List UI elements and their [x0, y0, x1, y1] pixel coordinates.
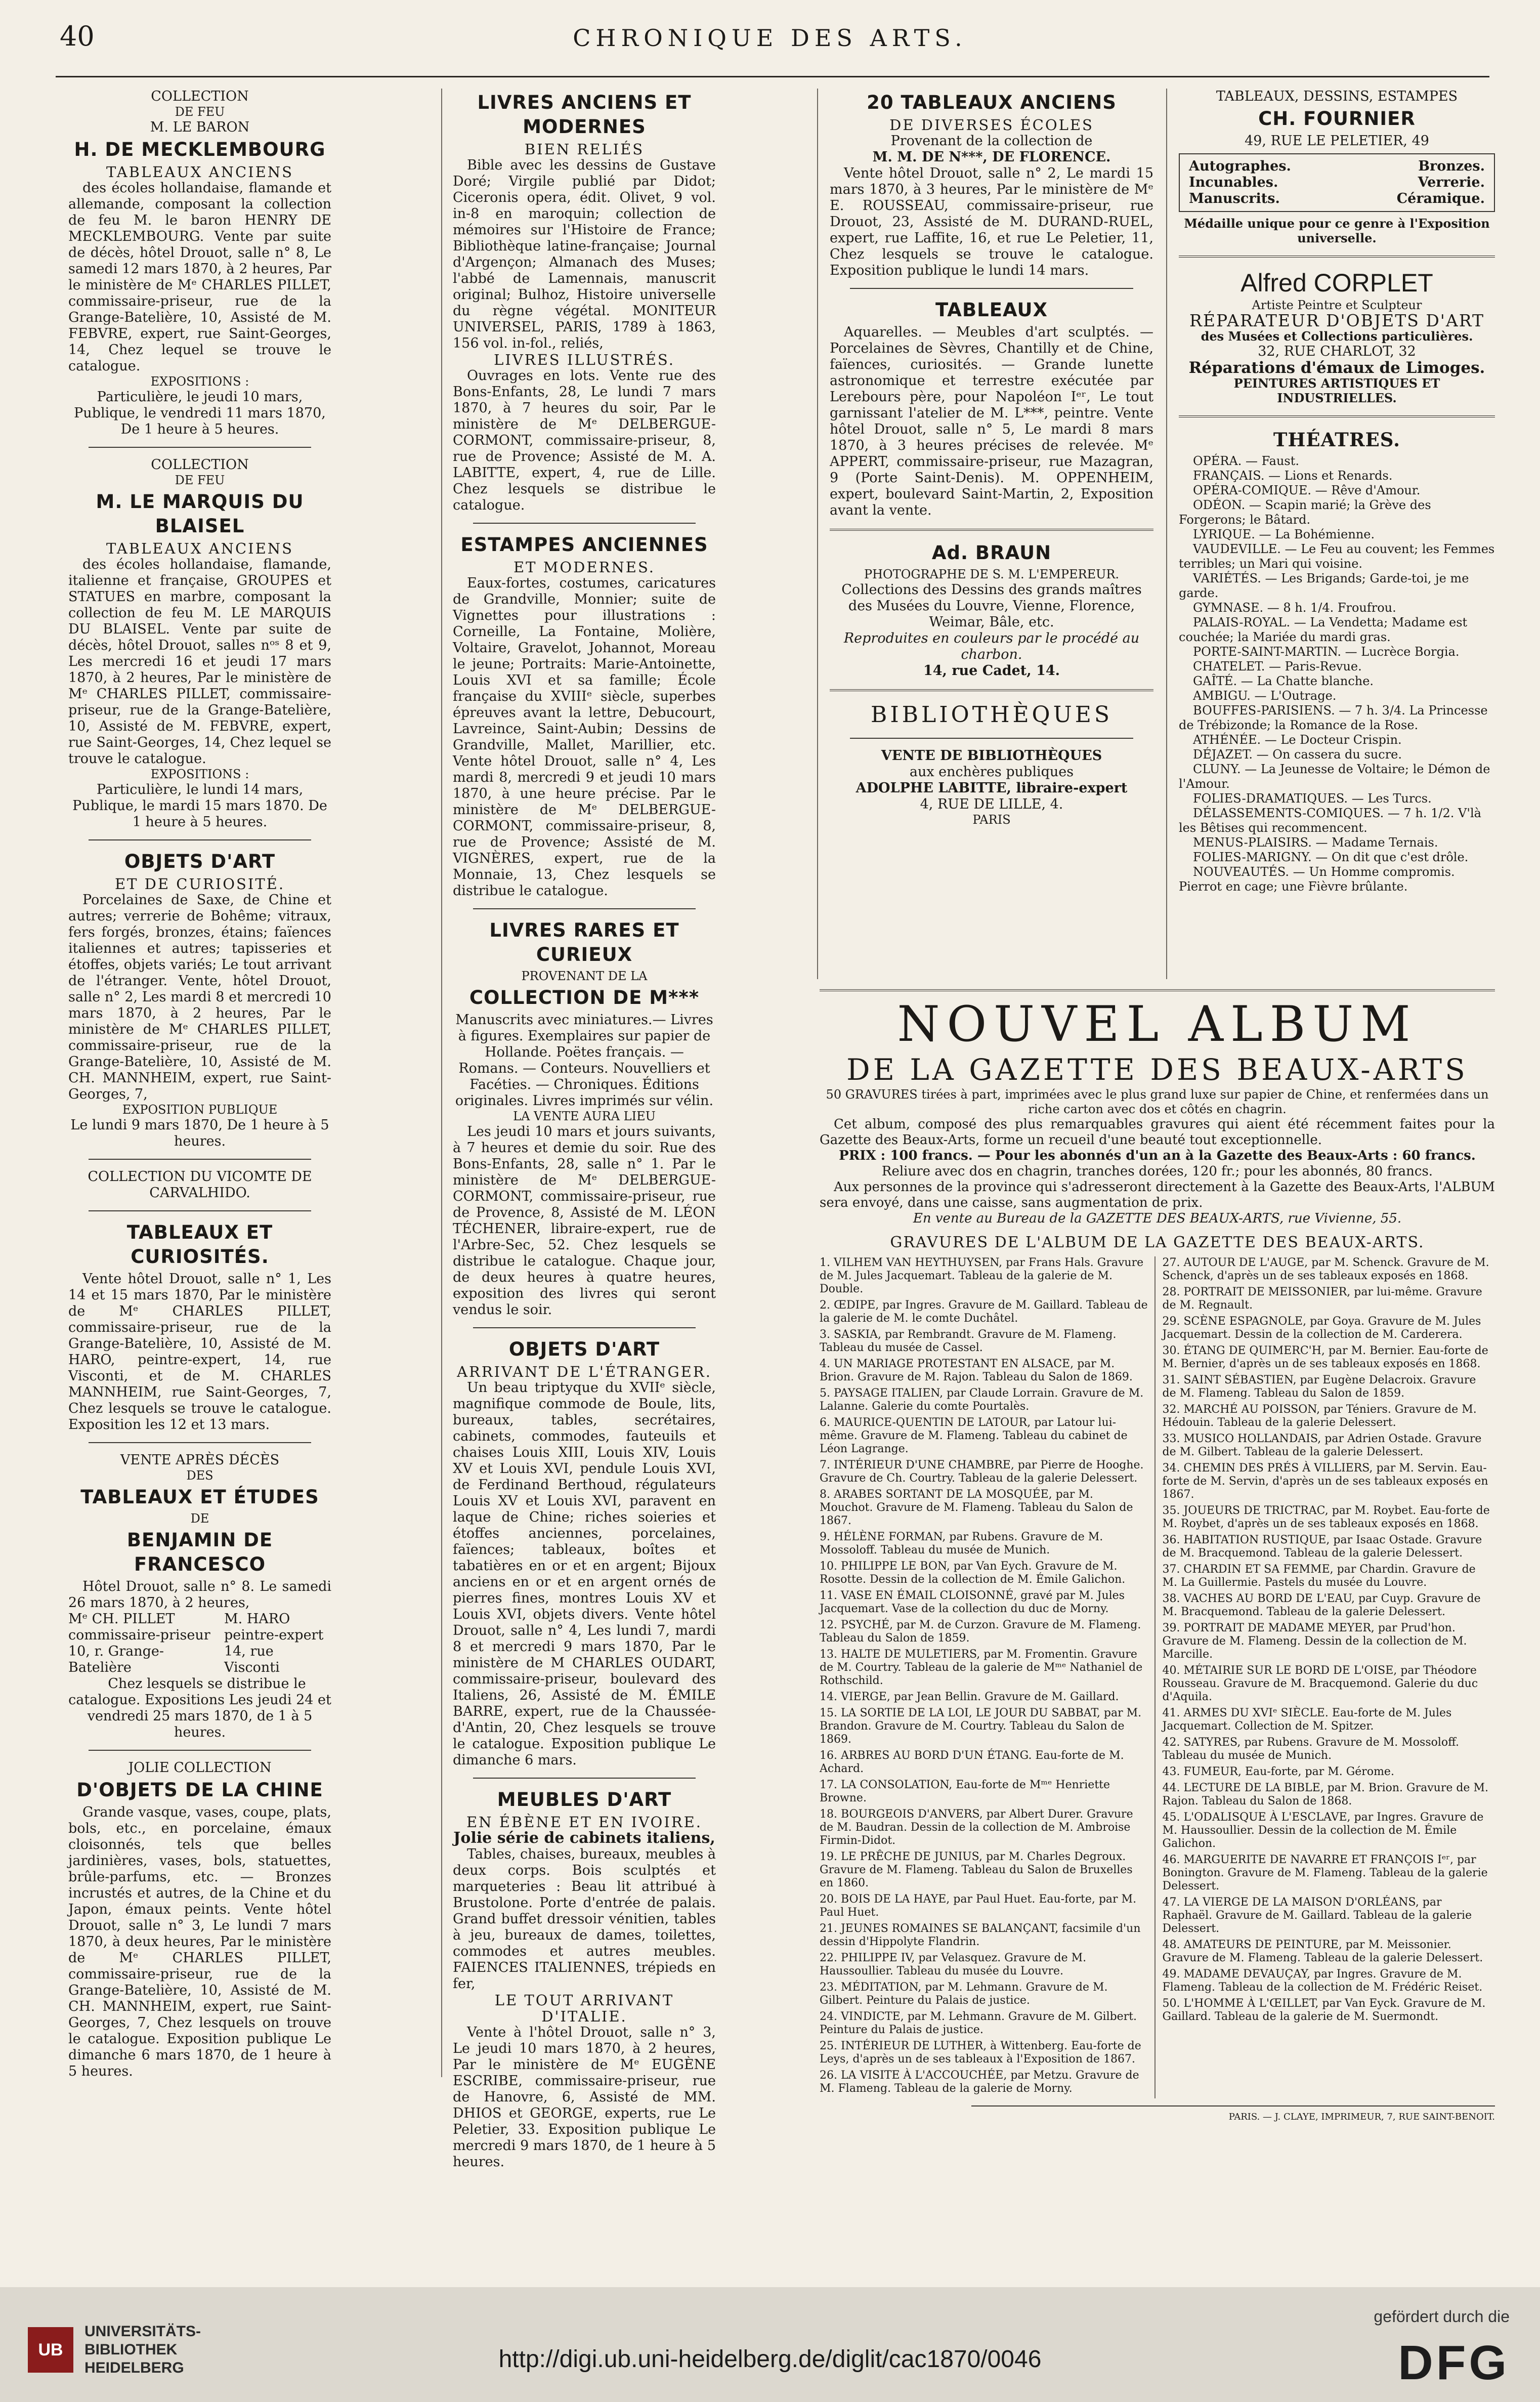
album-gravure-list: [820, 1256, 1495, 2098]
ad-title: OBJETS D'ART: [124, 851, 276, 872]
bibliotheques-ad: [830, 701, 1153, 827]
theatre-item: GYMNASE. — 8 h. 1/4. Froufrou.: [1193, 601, 1396, 615]
expo-text: Particulière, le lundi 14 mars, Publique, le mardi 15 mars 1870. De 1 heure à 5 heures.: [72, 782, 327, 830]
theatre-item: BOUFFES-PARISIENS. — 7 h. 3/4. La Princesse de Trébizonde; la Romance de la Rose.: [1179, 703, 1488, 732]
gravure-item: 40. MÉTAIRIE SUR LE BORD DE L'OISE, par Théodore Rousseau. Gravure de M. Bracquemond. Galerie du duc d'Aquila.: [1162, 1664, 1478, 1703]
party-line: 10, r. Grange-Batelière: [68, 1644, 164, 1675]
ad-city: PARIS: [972, 813, 1011, 827]
gravure-item: 20. BOIS DE LA HAYE, par Paul Huet. Eau-forte, par M. Paul Huet.: [820, 1893, 1137, 1919]
expo-head: EXPOSITIONS :: [150, 374, 249, 389]
gravure-item: 48. AMATEURS DE PEINTURE, par M. Meissonier. Gravure de M. Flameng. Tableau de la galerie Delessert.: [1162, 1939, 1483, 1964]
gravure-item: 42. SATYRES, par Rubens. Gravure de M. Mossoloff. Tableau du musée de Munich.: [1162, 1736, 1459, 1762]
ad-subtitle: LE TOUT ARRIVANT D'ITALIE.: [494, 1992, 674, 2025]
ad-body: Bible avec les dessins de Gustave Doré; Virgile publié par Didot; Ciceronis opera, édit. Olivet, 9 vol. in-8 en maroquin; collection de mémoires sur l'Histoire de France; Bibliothèque latine-française; Journal d'Argençon; Almanach des Muses; l'abbé de Lamennais, manuscrit original; Bulhoz, Histoire universelle du règne végétal. MONITEUR UNIVERSEL, PARIS, 1789 à 1863, 156 vol. in-fol., reliés,: [453, 157, 716, 351]
gravure-item: 28. PORTRAIT DE MEISSONIER, par lui-même. Gravure de M. Regnault.: [1162, 1286, 1482, 1312]
fournier-box: [1179, 153, 1495, 212]
gravure-item: 6. MAURICE-QUENTIN DE LATOUR, par Latour lui-même. Gravure de M. Flameng. Tableau du cabinet de Léon Lagrange.: [820, 1416, 1128, 1455]
album-paragraph: Aux personnes de la province qui s'adresseront directement à la Gazette des Beaux-Arts, l'ALBUM sera envoyé, dans une caisse, sans augmentation de prix.: [820, 1179, 1495, 1210]
digitization-footer: [0, 2287, 1540, 2402]
ad-title: Alfred CORPLET: [1240, 269, 1433, 297]
divider: [971, 2105, 1495, 2106]
gravure-item: 33. MUSICO HOLLANDAIS, par Adrien Ostade. Gravure de M. Gilbert. Tableau de la galerie Delessert.: [1162, 1432, 1482, 1458]
theatre-item: CLUNY. — La Jeunesse de Voltaire; le Démon de l'Amour.: [1179, 762, 1490, 791]
box-item: Bronzes.: [1418, 158, 1485, 174]
nouvel-album-ad: [820, 989, 1495, 2124]
label: DE: [190, 1511, 209, 1526]
carvalhido-ad: [68, 1169, 331, 1433]
gravure-item: 46. MARGUERITE DE NAVARRE ET FRANÇOIS Iᵉʳ, par Bonington. Gravure de M. Flameng. Tableau de la galerie Delessert.: [1162, 1853, 1488, 1892]
objets-etranger-ad: [453, 1337, 716, 1768]
divider: [473, 1327, 696, 1328]
theatre-item: ODÉON. — Scapin marié; la Grève des Forgerons; le Bâtard.: [1179, 498, 1431, 527]
ad-title: LIVRES RARES ET CURIEUX: [489, 919, 679, 965]
party-line: commissaire-priseur: [68, 1627, 210, 1643]
album-lead: 50 GRAVURES tirées à part, imprimées avec le plus grand luxe sur papier de Chine, et renfermées dans un riche carton avec dos et côtés en chagrin.: [826, 1087, 1489, 1116]
ad-title: Ad. BRAUN: [931, 542, 1052, 564]
theatre-item: LYRIQUE. — La Bohémienne.: [1193, 527, 1375, 541]
gravure-item: 7. INTÉRIEUR D'UNE CHAMBRE, par Pierre de Hooghe. Gravure de Ch. Courtry. Tableau de la galerie Delessert.: [820, 1459, 1144, 1485]
theatre-item: GAÎTÉ. — La Chatte blanche.: [1193, 674, 1374, 688]
ad-title: M. LE MARQUIS DU BLAISEL: [96, 491, 304, 537]
gravure-item: 35. JOUEURS DE TRICTRAC, par M. Roybet. Eau-forte de M. Roybet, d'après un de ses tableaux exposés en 1868.: [1162, 1504, 1490, 1530]
gravure-item: 50. L'HOMME À L'ŒILLET, par Van Eyck. Gravure de M. Gaillard. Tableau de la galerie de M. Suermondt.: [1162, 1997, 1486, 2023]
ad-subtitle: RÉPARATEUR D'OBJETS D'ART: [1189, 311, 1484, 330]
album-list-title: GRAVURES DE L'ALBUM DE LA GAZETTE DES BEAUX-ARTS.: [890, 1234, 1425, 1251]
label: COLLECTION: [151, 457, 249, 473]
divider: [89, 447, 311, 448]
ad-head: TABLEAUX, DESSINS, ESTAMPES: [1216, 89, 1458, 104]
ad-title: BIBLIOTHÈQUES: [871, 702, 1113, 728]
gravure-item: 24. VINDICTE, par M. Lehmann. Gravure de M. Gilbert. Peinture du Palais de justice.: [820, 2010, 1137, 2036]
source-url-link[interactable]: http://digi.ub.uni-heidelberg.de/diglit/cac1870/0046: [498, 2346, 1042, 2373]
medal-note: Médaille unique pour ce genre à l'Exposition universelle.: [1184, 216, 1490, 245]
divider: [89, 1159, 311, 1160]
ad-name: ADOLPHE LABITTE, libraire-expert: [855, 780, 1128, 796]
funder-caption: gefördert durch die: [1374, 2307, 1510, 2326]
gravure-item: 5. PAYSAGE ITALIEN, par Claude Lorrain. Gravure de M. Lalanne. Galerie du comte Pourtalès.: [820, 1387, 1144, 1413]
ad-address: 4, RUE DE LILLE, 4.: [920, 796, 1063, 812]
gravure-item: 22. PHILIPPE IV, par Velasquez. Gravure de M. Haussoullier. Tableau du musée du Louvre.: [820, 1952, 1087, 1977]
label: Réparations d'émaux de Limoges.: [1188, 359, 1485, 377]
party-line: M. HARO: [224, 1611, 290, 1627]
ad-head: JOLIE COLLECTION: [128, 1760, 272, 1776]
livres-ad: [453, 91, 716, 514]
ad-head: VENTE APRÈS DÉCÈS: [120, 1452, 280, 1468]
album-title: NOUVEL ALBUM: [897, 996, 1418, 1052]
theatre-item: MENUS-PLAISIRS. — Madame Ternais.: [1193, 835, 1438, 850]
column-divider: [1166, 89, 1167, 979]
album-paragraph: Reliure avec dos en chagrin, tranches dorées, 120 fr.; pour les abonnés, 80 francs.: [881, 1164, 1433, 1179]
label: DES: [186, 1468, 213, 1483]
ad-lead: Jolie série de cabinets italiens,: [453, 1829, 715, 1847]
theatre-item: FOLIES-MARIGNY. — On dit que c'est drôle.: [1193, 850, 1469, 864]
gravure-list-right: [1156, 1256, 1495, 2098]
ad-address: 32, RUE CHARLOT, 32: [1258, 344, 1416, 359]
running-head: CHRONIQUE DES ARTS.: [573, 24, 967, 52]
gravure-item: 18. BOURGEOIS D'ANVERS, par Albert Durer. Gravure de M. Baudran. Dessin de la collection de M. Ambroise Firmin-Didot.: [820, 1808, 1133, 1847]
party-line: 14, rue Visconti: [224, 1644, 280, 1675]
gravure-item: 49. MADAME DEVAUÇAY, par Ingres. Gravure de M. Flameng. Tableau de la collection de M. Frédéric Reiset.: [1162, 1968, 1483, 1994]
tableaux-ad: [830, 298, 1153, 519]
corplet-ad: [1179, 268, 1495, 405]
theatre-item: OPÉRA-COMIQUE. — Rêve d'Amour.: [1193, 483, 1421, 497]
mecklembourg-ad: [68, 89, 331, 438]
section-title: THÉATRES.: [1273, 429, 1401, 451]
party-right: [224, 1611, 331, 1676]
divider: [1179, 256, 1495, 258]
theatre-item: CHATELET. — Paris-Revue.: [1193, 659, 1362, 673]
gravure-item: 38. VACHES AU BORD DE L'EAU, par Cuyp. Gravure de M. Bracquemond. Tableau de la galerie Delessert.: [1162, 1592, 1481, 1618]
ad-body: Manuscrits avec miniatures.— Livres à figures. Exemplaires sur papier de Hollande. Poëtes français. — Romans. — Conteurs. Nouvelliers et Facéties. — Chroniques. Éditions originales. Livres imprimés sur vélin.: [455, 1012, 714, 1109]
ad-body: Vente hôtel Drouot, salle n° 1, Les 14 et 15 mars 1870, Par le ministère de Mᵉ CHARLES PILLET, commissaire-priseur, rue de la Grange-Batelière, 10, Assisté de M. HARO, peintre-expert, 14, rue Visconti, et de M. CHARLES MANNHEIM, rue Saint-Georges, 7, Chez lesquels se trouve le catalogue. Exposition les 12 et 13 mars.: [68, 1271, 331, 1432]
gravure-item: 3. SASKIA, par Rembrandt. Gravure de M. Flameng. Tableau du musée de Cassel.: [820, 1328, 1117, 1354]
theatre-item: FOLIES-DRAMATIQUES. — Les Turcs.: [1193, 791, 1432, 806]
theatre-item: NOUVEAUTÉS. — Un Homme compromis. Pierrot en cage; une Fièvre brûlante.: [1179, 865, 1455, 894]
braun-ad: [830, 541, 1153, 679]
gravure-item: 16. ARBRES AU BORD D'UN ÉTANG. Eau-forte de M. Achard.: [820, 1749, 1124, 1775]
ad-title: COLLECTION DE M***: [469, 987, 700, 1008]
ad-title: OBJETS D'ART: [508, 1338, 660, 1360]
label: M. LE BARON: [150, 119, 250, 135]
ad-body: des écoles hollandaise, flamande, italienne et française, GROUPES et STATUES en marbre, composant la collection de feu M. LE MARQUIS DU BLAISEL. Vente par suite de décès, hôtel Drouot, salles nᵒˢ 8 et 9, Les mercredi 16 et jeudi 17 mars 1870, à 2 heures, Par le ministère de Mᵉ CHARLES PILLET, commissaire-priseur, rue de la Grange-Batelière, 10, Assisté de M. FEBVRE, expert, rue Saint-Georges, 14, Chez lequel se trouve le catalogue.: [68, 557, 331, 767]
spacer: [820, 1227, 1495, 1234]
divider: [473, 523, 696, 524]
album-price: PRIX : 100 francs. — Pour les abonnés d'un an à la Gazette des Beaux-Arts : 60 francs.: [839, 1148, 1476, 1163]
column-2: [453, 89, 716, 2170]
theatre-item: VARIÉTÉS. — Les Brigands; Garde-toi, je me garde.: [1179, 571, 1469, 600]
ad-name: BENJAMIN DE FRANCESCO: [126, 1529, 273, 1575]
ad-name: M. M. DE N***, DE FLORENCE.: [872, 149, 1111, 165]
ad-body: Eaux-fortes, costumes, caricatures de Grandville, Monnier; suite de Vignettes pour illustrations : Corneille, La Fontaine, Molière, Voltaire, Gravelot, Johannot, Moreau le jeune; Portraits: Marie-Antoinette, Louis XVI et sa famille; École française du XVIIIᵉ siècle, superbes épreuves avant la lettre, Debucourt, Lavreince, Saint-Aubin; Dessins de Grandville, Mallet, Marillier, etc. Vente hôtel Drouot, salle n° 4, Les mardi 8, mercredi 9 et jeudi 10 mars 1870, à une heure précise. Par le ministère de Mᵉ DELBERGUE-CORMONT, commissaire-priseur, 8, rue de Provence; Assisté de M. VIGNÈRES, expert, rue de la Monnaie, 13, Chez lesquels se distribue le catalogue.: [453, 575, 716, 899]
meubles-ad: [453, 1788, 716, 2170]
ad-italic: Reproduites en couleurs par le procédé au charbon.: [843, 630, 1140, 662]
divider: [1179, 415, 1495, 417]
label: des Musées et Collections particulières.: [1201, 329, 1473, 344]
column-divider: [441, 89, 442, 2077]
ad-body: Ouvrages en lots. Vente rue des Bons-Enfants, 28, Le lundi 7 mars 1870, à 7 heures du soir, Par le ministère de Mᵉ DELBERGUE-CORMONT, commissaire-priseur, 8, rue de Provence; Assisté de M. A. LABITTE, expert, 4, rue de Lille. Chez lesquels se distribue le catalogue.: [453, 368, 716, 513]
ad-title: LIVRES ANCIENS ET MODERNES: [477, 92, 692, 138]
ad-subtitle: PHOTOGRAPHE DE S. M. L'EMPEREUR.: [864, 567, 1120, 581]
ad-body: Un beau triptyque du XVIIᵉ siècle, magnifique commode de Boule, lits, bureaux, tables, secrétaires, cabinets, commodes, fauteuils et chaises Louis XIII, Louis XIV, Louis XV et Louis XVI, pendule Louis XVI, de Ferdinand Berthoud, régulateurs Louis XV et Louis XVI, paravent en laque de Chine; riches soieries et étoffes anciennes, porcelaines, faïences; tableaux, boîtes et tabatières en or et en argent; Bijoux anciens en or et en argent ornés de pierres fines, montres Louis XV et Louis XVI, objets divers. Vente hôtel Drouot, salle n° 4, Les lundi 7, mardi 8 et mercredi 9 mars 1870, Par le ministère de M CHARLES OUDART, commissaire-priseur, boulevard des Italiens, 26, Assisté de M. ÉMILE BARRE, expert, rue de la Chaussée-d'Antin, 20, Chez lesquels se trouve le catalogue. Exposition publique Le dimanche 6 mars.: [453, 1380, 716, 1768]
ad-subtitle: LA VENTE AURA LIEU: [513, 1109, 656, 1123]
box-item: Céramique.: [1396, 191, 1485, 206]
ad-subtitle: DE DIVERSES ÉCOLES: [889, 116, 1094, 134]
gravure-list-left: [820, 1256, 1156, 2098]
label: COLLECTION: [151, 89, 249, 104]
ad-subtitle: ET DE CURIOSITÉ.: [114, 875, 285, 893]
gravure-item: 37. CHARDIN ET SA FEMME, par Chardin. Gravure de M. La Guillermie. Pastels du musée du Louvre.: [1162, 1563, 1476, 1589]
ad-body: Tables, chaises, bureaux, meubles à deux corps. Bois sculptés et marqueteries : Beau lit attribué à Brustolone. Porte d'entrée de palais. Grand buffet dressoir vénitien, tables à jeu, bureaux de dames, toilettes, commodes et autres meubles. FAIENCES ITALIENNES, trépieds en fer,: [453, 1846, 716, 1992]
ad-subtitle: EN ÉBÈNE ET EN IVOIRE.: [466, 1814, 702, 1831]
theatre-item: OPÉRA. — Faust.: [1193, 454, 1300, 468]
theatre-item: DÉLASSEMENTS-COMIQUES. — 7 h. 1/2. V'là les Bêtises qui recommencent.: [1179, 806, 1481, 835]
gravure-item: 8. ARABES SORTANT DE LA MOSQUÉE, par M. Mouchot. Gravure de M. Flameng. Tableau du Salon de 1867.: [820, 1488, 1133, 1527]
ad-subtitle: LIVRES ILLUSTRÉS.: [494, 351, 675, 368]
ad-body: Hôtel Drouot, salle n° 8. Le samedi 26 mars 1870, à 2 heures,: [68, 1579, 331, 1611]
gravure-item: 17. LA CONSOLATION, Eau-forte de Mᵐᵉ Henriette Browne.: [820, 1779, 1110, 1804]
expo-head: EXPOSITION PUBLIQUE: [122, 1103, 278, 1117]
theatre-list: [1179, 454, 1495, 894]
gravure-item: 1. VILHEM VAN HEYTHUYSEN, par Frans Hals. Gravure de M. Jules Jacquemart. Tableau de la galerie de M. Double.: [820, 1256, 1144, 1295]
ad-address: 14, rue Cadet, 14.: [923, 663, 1060, 679]
gravure-item: 31. SAINT SÉBASTIEN, par Eugène Delacroix. Gravure de M. Flameng. Tableau du Salon de 1859.: [1162, 1374, 1476, 1400]
gravure-item: 43. FUMEUR, Eau-forte, par M. Gérome.: [1162, 1765, 1394, 1778]
box-item: Manuscrits.: [1189, 191, 1280, 206]
ad-head: COLLECTION DU VICOMTE DE CARVALHIDO.: [88, 1169, 312, 1201]
column-1: [68, 89, 331, 2080]
divider: [850, 288, 1133, 289]
gravure-item: 29. SCÈNE ESPAGNOLE, par Goya. Gravure de M. Jules Jacquemart. Dessin de la collection de M. Carderera.: [1162, 1315, 1481, 1341]
gravure-item: 36. HABITATION RUSTIQUE, par Isaac Ostade. Gravure de M. Bracquemond. Tableau de la galerie Delessert.: [1162, 1534, 1482, 1560]
dfg-logo: DFG: [1398, 2336, 1510, 2390]
rares-ad: [453, 918, 716, 1318]
ad-body: Collections des Dessins des grands maîtres des Musées du Louvre, Vienne, Florence, Weimar, Bâle, etc.: [841, 582, 1142, 630]
expo-head: EXPOSITIONS :: [150, 767, 249, 781]
gravure-item: 10. PHILIPPE LE BON, par Van Eych. Gravure de M. Rosotte. Dessin de la collection de M. Émile Galichon.: [820, 1560, 1126, 1586]
gravure-item: 34. CHEMIN DES PRÉS À VILLIERS, par M. Servin. Eau-forte de M. Servin, d'après un de ses tableaux exposés en 1867.: [1162, 1462, 1488, 1501]
ad-subtitle: BIEN RELIÉS: [524, 141, 645, 158]
label: aux enchères publiques: [909, 764, 1074, 780]
album-subtitle: DE LA GAZETTE DES BEAUX-ARTS: [846, 1052, 1468, 1087]
theatre-item: FRANÇAIS. — Lions et Renards.: [1193, 469, 1393, 483]
ad-body: des écoles hollandaise, flamande et allemande, composant la collection de feu M. le baron HENRY DE MECKLEMBOURG. Vente par suite de décès, hôtel Drouot, salle n° 8, Le samedi 12 mars 1870, à 2 heures, Par le ministère de Mᵉ CHARLES PILLET, commissaire-priseur, rue de la Grange-Batelière, 10, Assisté de M. FEBVRE, expert, rue Saint-Georges, 14, Chez lequel se trouve le catalogue.: [68, 180, 331, 374]
box-right: [1397, 158, 1485, 207]
ad-body: Aquarelles. — Meubles d'art sculptés. — Porcelaines de Sèvres, Chantilly et de Chine, faïences, curiosités. — Grande lunette astronomique et terrestre exécutée par Lerebours père, pour Napoléon Iᵉʳ, Le tout garnissant l'atelier de M. L***, peintre. Vente hôtel Drouot, salle n° 5, Le mardi 8 mars 1870, à 3 heures précises de relevée. Mᵉ APPERT, commissaire-priseur, rue Mazagran, 9 (Porte Saint-Denis). M. OPPENHEIM, expert, boulevard Saint-Martin, 2, Exposition avant la vente.: [830, 324, 1153, 518]
ad-title: CH. FOURNIER: [1258, 108, 1416, 130]
francesco-ad: [68, 1452, 331, 1741]
divider: [89, 1442, 311, 1443]
library-line: UNIVERSITÄTS-: [84, 2323, 201, 2340]
chine-ad: [68, 1760, 331, 2080]
gravure-item: 21. JEUNES ROMAINES SE BALANÇANT, facsimile d'un dessin d'Hippolyte Flandrin.: [820, 1922, 1141, 1948]
library-line: HEIDELBERG: [84, 2359, 184, 2376]
gravure-item: 41. ARMES DU XVIᵉ SIÈCLE. Eau-forte de M. Jules Jacquemart. Collection de M. Spitzer.: [1162, 1707, 1452, 1733]
label: PEINTURES ARTISTIQUES ET INDUSTRIELLES.: [1233, 376, 1440, 405]
ad-title: TABLEAUX ET ÉTUDES: [80, 1486, 319, 1508]
ad-body: Les jeudi 10 mars et jours suivants, à 7 heures et demie du soir. Rue des Bons-Enfants, 28, salle n° 1. Par le ministère de Mᵉ DELBERGUE-CORMONT, commissaire-priseur, rue de Provence, 8, Assisté de M. LÉON TÉCHENER, libraire-expert, rue de l'Arbre-Sec, 52. Chez lesquels se distribue le catalogue. Chaque jour, de deux heures à quatre heures, exposition des livres qui seront vendus le soir.: [453, 1124, 716, 1318]
gravure-item: 4. UN MARIAGE PROTESTANT EN ALSACE, par M. Brion. Gravure de M. Rajon. Tableau du Salon de 1869.: [820, 1358, 1133, 1383]
ad-tail: Chez lesquels se distribue le catalogue. Expositions Les jeudi 24 et vendredi 25 mars 1870, de 1 à 5 heures.: [68, 1676, 331, 1740]
gravure-item: 32. MARCHÉ AU POISSON, par Téniers. Gravure de M. Hédouin. Tableau de la galerie Delessert.: [1162, 1403, 1477, 1429]
theatre-item: VAUDEVILLE. — Le Feu au couvent; les Femmes terribles; un Mari qui voisine.: [1179, 542, 1495, 571]
box-left: [1189, 158, 1291, 207]
gravure-item: 26. LA VISITE À L'ACCOUCHÉE, par Metzu. Gravure de M. Flameng. Tableau de la galerie de Morny.: [820, 2069, 1139, 2095]
ad-title: D'OBJETS DE LA CHINE: [76, 1779, 323, 1801]
ad-title: H. DE MECKLEMBOURG: [74, 139, 326, 160]
ad-title: 20 TABLEAUX ANCIENS: [867, 92, 1117, 113]
blaisel-ad: [68, 457, 331, 830]
divider: [830, 529, 1153, 531]
two-party-block: [68, 1611, 331, 1676]
divider: [89, 1750, 311, 1751]
objets-ad: [68, 850, 331, 1150]
theatre-item: ATHÉNÉE. — Le Docteur Crispin.: [1193, 733, 1402, 747]
ad-title: TABLEAUX: [935, 299, 1048, 321]
gravure-item: 39. PORTRAIT DE MADAME MEYER, par Prud'hon. Gravure de M. Flameng. Dessin de la collection de M. Marcille.: [1162, 1622, 1467, 1661]
column-divider: [817, 89, 818, 979]
divider: [820, 989, 1495, 991]
ad-body: Grande vasque, vases, coupe, plats, bols, etc., en porcelaine, émaux cloisonnés, tels que belles jardinières, vases, bols, statuettes, brûle-parfums, etc. — Bronzes incrustés et autres, de la Chine et du Japon, émaux peints. Vente hôtel Drouot, salle n° 3, Le lundi 7 mars 1870, à deux heures, Par le ministère de Mᵉ CHARLES PILLET, commissaire-priseur, rue de la Grange-Batelière, 10, Assisté de M. CH. MANNHEIM, expert, rue Saint-Georges, 7, Chez lesquels on trouve le catalogue. Exposition publique Le dimanche 6 mars 1870, de 1 heure à 5 heures.: [68, 1804, 331, 2079]
divider: [830, 689, 1153, 691]
gravure-item: 13. HALTE DE MULETIERS, par M. Fromentin. Gravure de M. Courtry. Tableau de la galerie de Mᵐᵉ Nathaniel de Rothschild.: [820, 1648, 1143, 1687]
gravure-item: 19. LE PRÊCHE DE JUNIUS, par M. Charles Degroux. Gravure de M. Flameng. Tableau du Salon de Bruxelles en 1860.: [820, 1850, 1133, 1889]
estampes-ad: [453, 533, 716, 899]
album-paragraph: En vente au Bureau de la GAZETTE DES BEAUX-ARTS, rue Vivienne, 55.: [913, 1211, 1402, 1226]
theatres-section: [1179, 428, 1495, 894]
expo-text: Particulière, le jeudi 10 mars, Publique, le vendredi 11 mars 1870, De 1 heure à 5 heures.: [74, 389, 326, 437]
gravure-item: 2. ŒDIPE, par Ingres. Gravure de M. Gaillard. Tableau de la galerie de M. le comte Duchâtel.: [820, 1299, 1148, 1325]
gravure-item: 25. INTÉRIEUR DE LUTHER, à Wittenberg. Eau-forte de Leys, d'après un de ses tableaux à l'Exposition de 1867.: [820, 2040, 1141, 2066]
label: DE FEU: [175, 473, 225, 487]
gravure-item: 15. LA SORTIE DE LA LOI, LE JOUR DU SABBAT, par M. Brandon. Gravure de M. Courtry. Tableau du Salon de 1869.: [820, 1707, 1142, 1746]
gravure-item: 12. PSYCHÉ, par M. de Curzon. Gravure de M. Flameng. Tableau du Salon de 1859.: [820, 1619, 1141, 1645]
ad-subtitle: ET MODERNES.: [513, 559, 656, 576]
ad-title: TABLEAUX ET CURIOSITÉS.: [126, 1221, 273, 1268]
theatre-item: PORTE-SAINT-MARTIN. — Lucrèce Borgia.: [1193, 645, 1460, 659]
gravure-item: 45. L'ODALISQUE À L'ESCLAVE, par Ingres. Gravure de M. Haussoullier. Dessin de la collection de M. Émile Galichon.: [1162, 1811, 1484, 1850]
theatre-item: PALAIS-ROYAL. — La Vendetta; Madame est couchée; la Mariée du mardi gras.: [1179, 615, 1468, 644]
gravure-item: 9. HÉLÈNE FORMAN, par Rubens. Gravure de M. Mossoloff. Tableau du musée de Munich.: [820, 1531, 1103, 1556]
ad-address: 49, RUE LE PELETIER, 49: [1245, 133, 1429, 149]
ad-subtitle: TABLEAUX ANCIENS: [106, 540, 294, 557]
box-item: Autographes.: [1189, 158, 1291, 174]
header-rule: [56, 76, 1489, 77]
ad-head: VENTE DE BIBLIOTHÈQUES: [881, 748, 1102, 764]
divider: [89, 839, 311, 840]
divider: [473, 1778, 696, 1779]
gravure-item: 27. AUTOUR DE L'AUGE, par M. Schenck. Gravure de M. Schenck, d'après un de ses tableaux exposés en 1868.: [1162, 1256, 1489, 1282]
gravure-item: 44. LECTURE DE LA BIBLE, par M. Brion. Gravure de M. Rajon. Tableau du Salon de 1868.: [1162, 1782, 1488, 1807]
box-item: Incunables.: [1189, 175, 1278, 190]
party-line: Mᵉ CH. PILLET: [68, 1611, 175, 1627]
column-3: [830, 89, 1153, 827]
theatre-item: AMBIGU. — L'Outrage.: [1193, 689, 1337, 703]
label: DE FEU: [175, 105, 225, 119]
gravure-item: 14. VIERGE, par Jean Bellin. Gravure de M. Gaillard.: [820, 1691, 1119, 1703]
label: Artiste Peintre et Sculpteur: [1252, 298, 1422, 312]
party-line: peintre-expert: [224, 1627, 324, 1643]
divider: [473, 908, 696, 909]
box-item: Verrerie.: [1418, 175, 1485, 190]
label: Provenant de la collection de: [890, 133, 1093, 149]
party-left: [68, 1611, 224, 1676]
gravure-item: 47. LA VIERGE DE LA MAISON D'ORLÉANS, par Raphaël. Gravure de M. Gaillard. Tableau de la galerie Delessert.: [1162, 1896, 1472, 1935]
page-number: 40: [60, 20, 95, 52]
album-paragraph: Cet album, composé des plus remarquables gravures qui aient été récemment faites pour la Gazette des Beaux-Arts, forme un recueil d'une beauté tout exceptionnelle.: [820, 1117, 1495, 1148]
ad-subtitle: TABLEAUX ANCIENS: [106, 163, 294, 181]
fournier-ad: [1179, 89, 1495, 245]
divider: [850, 738, 1133, 739]
ad-subtitle: ARRIVANT DE L'ÉTRANGER.: [457, 1363, 712, 1380]
column-4: [1179, 89, 1495, 894]
imprint: PARIS. — J. CLAYE, IMPRIMEUR, 7, RUE SAINT-BENOIT.: [1228, 2112, 1495, 2122]
ad-subtitle: PROVENANT DE LA: [521, 969, 648, 983]
gravure-item: 30. ÉTANG DE QUIMERC'H, par M. Bernier. Eau-forte de M. Bernier, d'après un de ses tableaux exposés en 1868.: [1162, 1344, 1488, 1370]
ad-title: ESTAMPES ANCIENNES: [460, 534, 708, 556]
ad-body: Porcelaines de Saxe, de Chine et autres; verrerie de Bohême; vitraux, fers forgés, bronzes, étains; faïences italiennes et autres; tapisseries et étoffes, objets variés; Le tout arrivant de l'étranger. Vente, hôtel Drouot, salle n° 2, Les mardi 8 et mercredi 10 mars 1870, à 2 heures, Par le ministère de Mᵉ CHARLES PILLET, commissaire-priseur, rue de la Grange-Batelière, 10, Assisté de M. CH. MANNHEIM, expert, rue Saint-Georges, 7,: [68, 892, 331, 1102]
ad-body: Vente à l'hôtel Drouot, salle n° 3, Le jeudi 10 mars 1870, à 2 heures, Par le ministère de Mᵉ EUGÈNE ESCRIBE, commissaire-priseur, rue de Hanovre, 6, Assisté de MM. DHIOS et GEORGE, experts, rue Le Peletier, 33. Exposition publique Le mercredi 9 mars 1870, de 1 heure à 5 heures.: [453, 2025, 716, 2170]
gravure-item: 23. MÉDITATION, par M. Lehmann. Gravure de M. Gilbert. Peinture du Palais de justice.: [820, 1981, 1108, 2007]
florence-ad: [830, 91, 1153, 279]
expo-text: Le lundi 9 mars 1870, De 1 heure à 5 heures.: [70, 1117, 329, 1149]
theatre-item: DÉJAZET. — On cassera du sucre.: [1193, 747, 1402, 762]
library-line: BIBLIOTHEK: [84, 2341, 178, 2358]
ad-title: MEUBLES D'ART: [497, 1789, 672, 1810]
divider: [89, 1210, 311, 1211]
university-seal-icon: UB: [28, 2327, 73, 2373]
ad-body: Vente hôtel Drouot, salle n° 2, Le mardi 15 mars 1870, à 3 heures, Par le ministère de Mᵉ E. ROUSSEAU, commissaire-priseur, rue Drouot, 23, Assisté de M. DURAND-RUEL, expert, rue Laffite, 16, et rue Le Peletier, 11, Chez lesquels se trouve le catalogue. Exposition publique le lundi 14 mars.: [830, 165, 1153, 278]
gravure-item: 11. VASE EN ÉMAIL CLOISONNÉ, gravé par M. Jules Jacquemart. Vase de la collection du duc de Morny.: [820, 1589, 1125, 1615]
